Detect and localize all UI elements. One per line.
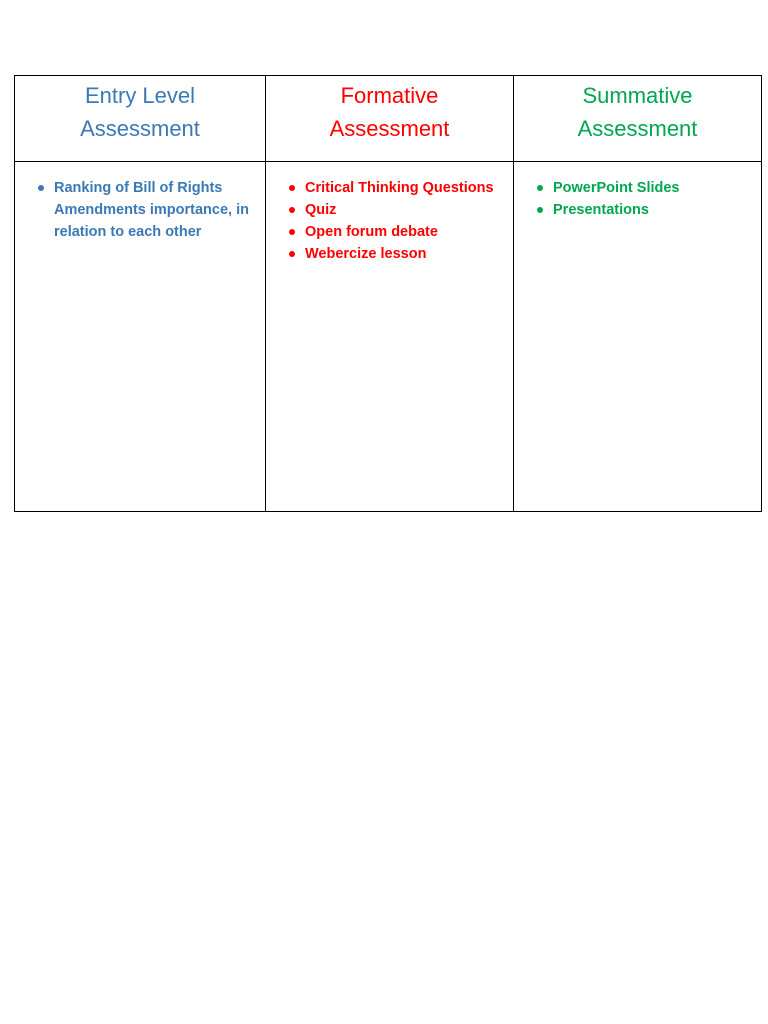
formative-heading-cell: [266, 76, 514, 162]
entry-level-heading-line2: Assessment: [80, 116, 200, 141]
summative-list: [514, 162, 761, 221]
table-header-row: [15, 76, 762, 162]
entry-level-list: [15, 162, 265, 243]
list-item: Open forum debate: [305, 221, 507, 243]
summative-heading-line1: Summative: [582, 83, 693, 108]
list-item: Quiz: [305, 199, 507, 221]
formative-heading-line2: Assessment: [329, 116, 450, 141]
entry-level-items-cell: [15, 162, 266, 512]
table-body-row: [15, 162, 762, 512]
list-item: Ranking of Bill of Rights Amendments importance, in relation to each other: [54, 177, 259, 243]
list-item: PowerPoint Slides: [553, 177, 755, 199]
summative-items-cell: [514, 162, 762, 512]
formative-list: [266, 162, 513, 265]
summative-heading-line2: Assessment: [577, 116, 698, 141]
entry-level-heading-line1: Entry Level: [84, 83, 196, 108]
summative-heading-cell: [514, 76, 762, 162]
entry-level-heading-cell: [15, 76, 266, 162]
list-item: Critical Thinking Questions: [305, 177, 507, 199]
assessment-table: [14, 75, 762, 512]
list-item: Webercize lesson: [305, 243, 507, 265]
formative-items-cell: [266, 162, 514, 512]
list-item: Presentations: [553, 199, 755, 221]
formative-heading-line1: Formative: [340, 83, 439, 108]
